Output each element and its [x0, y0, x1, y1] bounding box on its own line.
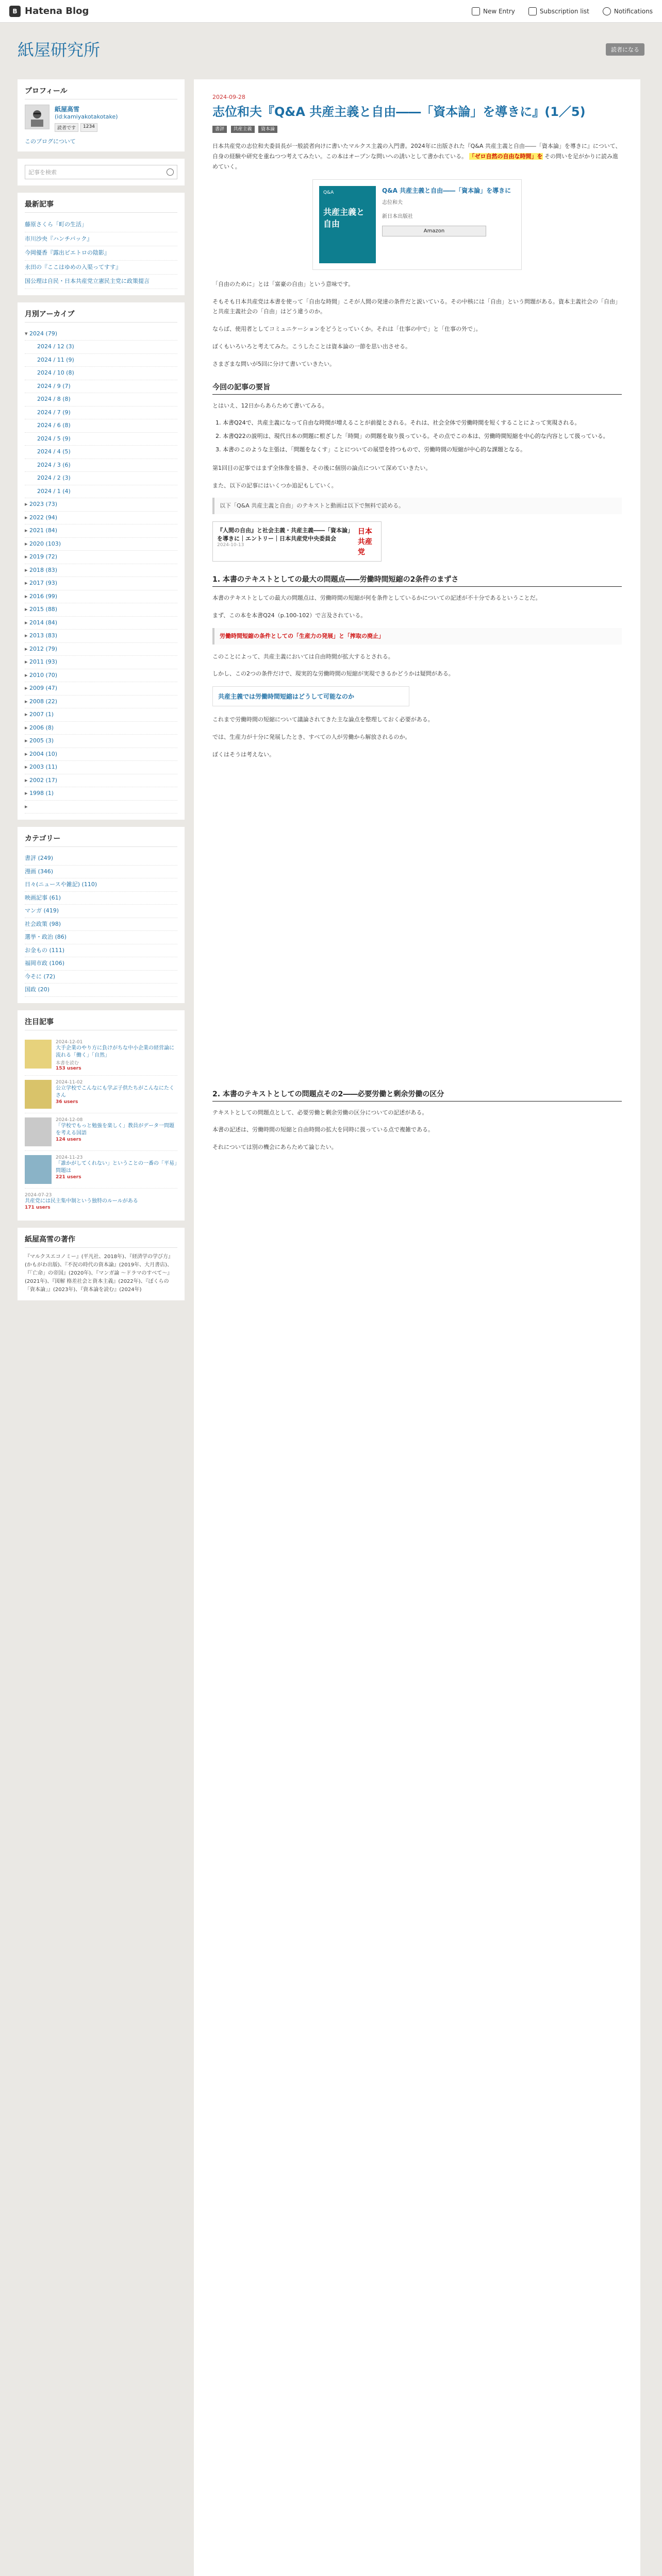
paragraph: 「自由のために」とは「富豪の自由」という意味です。 — [212, 280, 354, 287]
article-body — [212, 141, 622, 1153]
archive-year[interactable]: ▸ 2004 (10) — [25, 748, 177, 761]
article — [194, 79, 640, 2576]
global-bar — [0, 0, 662, 23]
category-item[interactable]: お金もの (111) — [25, 944, 177, 958]
archive-month[interactable]: 2024 / 4 (5) — [25, 446, 177, 459]
quote: 以下「Q&A 共産主義と自由」のテキストと動画は以下で無料で読める。 — [212, 498, 622, 514]
popular-module — [18, 1010, 185, 1221]
recent-item[interactable]: 永田の『ここはゆめの入渠ってすす』 — [25, 261, 177, 275]
archive-year[interactable]: ▸ 2010 (70) — [25, 669, 177, 683]
tag-item[interactable]: 資本論 — [258, 126, 277, 133]
archive-year[interactable]: ▸ 2019 (72) — [25, 551, 177, 564]
archive-month[interactable]: 2024 / 6 (8) — [25, 419, 177, 433]
paragraph: また、以下の記事にはいくつか追記もしていく。 — [212, 482, 337, 489]
paragraph: 本書のテキストとしての最大の問題点は、労働時間の短縮が何を条件としているかについての記述が不十分であるということだ。 — [212, 595, 541, 602]
blog-title[interactable]: 紙屋研究所 — [18, 40, 101, 60]
archive-year[interactable]: ▸ 2006 (8) — [25, 722, 177, 735]
archive-year[interactable]: ▸ 2014 (84) — [25, 617, 177, 630]
archive-year[interactable]: ▸ 2021 (84) — [25, 524, 177, 538]
category-item[interactable]: 福岡市政 (106) — [25, 957, 177, 971]
entry-thumbnail[interactable] — [25, 1080, 52, 1109]
archive-year[interactable] — [25, 801, 177, 814]
paragraph: しかし、この2つの条件だけで、現実的な労働時間の短縮が実現できるかどうかは疑問がある。 — [212, 670, 454, 677]
search-input[interactable]: 記事を検索 — [25, 165, 177, 179]
archive-year[interactable]: ▸ 2009 (47) — [25, 682, 177, 696]
module-heading: カテゴリー — [25, 833, 177, 847]
amazon-button[interactable]: Amazon — [382, 226, 486, 236]
popular-item[interactable]: 2024-12-01 大手企業のやり方に負けがちな中小企業の経営論に流れる「働く」「自然」 本書を読む 153 users — [25, 1036, 177, 1076]
paragraph: 本書の記述は、労働時間の短縮と自由時間の拡大を同時に扱っている点で複雑である。 — [212, 1126, 434, 1133]
category-item[interactable]: 国政 (20) — [25, 984, 177, 997]
embed-title[interactable]: 共産主義では労働時間短縮はどうして可能なのか — [218, 693, 355, 701]
archive-month[interactable]: 2024 / 7 (9) — [25, 406, 177, 420]
reader-count: 1234 — [80, 123, 97, 132]
blog-header — [0, 23, 662, 79]
paragraph: これまで労働時間の短縮について議論されてきた主な論点を整理しておく必要がある。 — [212, 716, 434, 723]
archive-year[interactable]: ▸ 2012 (79) — [25, 643, 177, 656]
tag-item[interactable]: 共産主義 — [231, 126, 255, 133]
archive-year[interactable]: ▸ 2015 (88) — [25, 603, 177, 617]
profile-module — [18, 79, 185, 151]
archive-year[interactable]: ▸ 2003 (11) — [25, 761, 177, 774]
paragraph: そもそも日本共産党は本書を使って「自由な時間」こそが人間の発達の条件だと説いている。その中核には「自由」という問題がある。資本主義社会の「自由」と共産主義社会の「自由」はどう違うのか。 — [212, 298, 621, 315]
embed-link-card[interactable] — [212, 686, 409, 706]
paragraph: テキストとしての問題点として、必要労働と剰余労働の区分についての記述がある。 — [212, 1109, 428, 1116]
quote: 労働時間短縮の条件としての「生産力の発展」と「搾取の廃止」 — [212, 628, 622, 645]
recent-item[interactable]: 市川沙央『ハンチバック』 — [25, 232, 177, 247]
profile-name[interactable]: 紙屋高雪 — [55, 106, 80, 113]
popular-item[interactable]: 2024-07-23 共産党には民主集中制という独特のルールがある 171 users — [25, 1192, 138, 1210]
article-date[interactable]: 2024-09-28 — [212, 94, 245, 100]
text-block — [212, 767, 622, 1076]
new-entry-button[interactable]: New Entry — [472, 7, 515, 15]
paragraph: ぼくはそうは考えない。 — [212, 751, 275, 758]
embed-title[interactable]: 『人間の自由』と社会主義・共産主義――「資本論」を導きに｜エントリー｜日本共産党中央委員会 — [217, 527, 351, 543]
archive-month[interactable]: 2024 / 10 (8) — [25, 367, 177, 380]
book-author: 志位和夫 — [382, 199, 403, 206]
embed-link-card[interactable]: 『人間の自由』と社会主義・共産主義――「資本論」を導きに｜エントリー｜日本共産党中央委員会 2024-10-13 日本共産党 — [212, 521, 382, 562]
archive-year[interactable]: ▸ 2023 (73) — [25, 498, 177, 512]
reader-badge: 読者です — [55, 123, 78, 132]
tag-item[interactable]: 書評 — [212, 126, 227, 133]
bell-icon — [603, 7, 611, 15]
category-item[interactable]: 今そに (72) — [25, 971, 177, 984]
paragraph: それについては別の機会にあらためて論じたい。 — [212, 1144, 337, 1151]
profile-id[interactable]: (id:kamiyakotakotake) — [55, 113, 118, 120]
archive-year[interactable]: ▸ 2011 (93) — [25, 656, 177, 669]
paragraph: ならば、使用者としてコミュニケーションをどうとっていくか。それは「仕事の中で」と「仕事の外で」。 — [212, 326, 482, 333]
archive-year[interactable]: ▸ 2018 (83) — [25, 564, 177, 578]
archive-module — [18, 302, 185, 820]
hatena-icon: B — [9, 6, 21, 17]
module-heading: プロフィール — [25, 86, 177, 99]
archive-year[interactable]: ▸ 2013 (83) — [25, 630, 177, 643]
category-module — [18, 827, 185, 1003]
paragraph: とはいえ、12日からあらためて書いてみる。 — [212, 402, 328, 409]
archive-year[interactable]: ▸ 1998 (1) — [25, 787, 177, 801]
paragraph: まず、この本を本書Q24（p.100-102）で言及されている。 — [212, 612, 367, 619]
archive-year[interactable]: ▸ 2020 (103) — [25, 538, 177, 551]
archive-month[interactable]: 2024 / 5 (9) — [25, 433, 177, 446]
popular-item[interactable]: 2024-11-23 「誰かがしてくれない」ということの一番の「平易」問題は 221 users — [25, 1151, 177, 1189]
archive-month[interactable]: 2024 / 12 (3) — [25, 341, 177, 354]
archive-year[interactable]: ▸ 2002 (17) — [25, 774, 177, 788]
subscription-button[interactable]: Subscription list — [528, 7, 589, 15]
popular-item[interactable]: 2024-12-08 「学校でもっと勉強を楽しく」教員がデータ一問題を考える国語 124 users — [25, 1113, 177, 1151]
paragraph: 日本共産党の志位和夫委員長が一般読者向けに書いたマルクス主義の入門書。2024年に出版された『Q&A 共産主義と自由――「資本論」を導きに』について、自身の経験や研究を重ねつつ考えてみたい。この本はオープンな問いへの誘いとして書かれている。 「ゼロ自然の自由な時間」を その問いを足がかりに読み進めていく。 — [212, 143, 621, 170]
archive-year[interactable]: ▸ 2017 (93) — [25, 577, 177, 590]
module-heading: 注目記事 — [25, 1016, 177, 1030]
category-item[interactable]: 漫画 (346) — [25, 866, 177, 879]
archive-year[interactable]: ▸ 2008 (22) — [25, 696, 177, 709]
avatar[interactable] — [25, 105, 49, 129]
paragraph: このことによって、共産主義においては自由時間が拡大するとされる。 — [212, 653, 394, 660]
section-heading: 1. 本書のテキストとしての最大の問題点――労働時間短縮の2条件のまずさ — [212, 574, 622, 587]
avatar-icon — [27, 107, 47, 127]
paragraph: では、生産力が十分に発展したとき、すべての人が労働から解放されるのか。 — [212, 733, 411, 740]
category-item[interactable]: マンガ (419) — [25, 905, 177, 918]
summary-item: 2. 本書Q22の説明は、現代日本の問題に根ざした「時間」の問題を取り扱っている。その点でこの本は、労働時間短縮を中心的な内容として扱っている。 — [223, 431, 622, 442]
archive-year[interactable]: ▾ 2024 (79) — [25, 328, 177, 341]
archive-year[interactable]: ▸ 2005 (3) — [25, 735, 177, 748]
archive-year[interactable]: ▸ 2016 (99) — [25, 590, 177, 604]
archive-year[interactable]: ▸ 2007 (1) — [25, 708, 177, 722]
summary-list — [223, 418, 622, 454]
books-text: 『マルクスエコノミー』(平凡社、2018年)、『経済学の学び方』(かもがわ出版)、『不況の時代の資本論』(2019年、大月書店)、『「亡命」の帝国』(2020年)、『マンガ論 〜ドラマのすべて〜』(2021年)、『図解 格差社会と資本主義』(2022年)、『ぼくらの「資本論」』(2023年)、『資本論を読む』(2024年) — [25, 1253, 173, 1293]
paragraph: ぼくもいろいろと考えてみた。こうしたことは資本論の一節を思い出させる。 — [212, 343, 411, 350]
entry-thumbnail[interactable] — [25, 1155, 52, 1184]
notifications-button[interactable]: Notifications — [603, 7, 653, 15]
archive-month[interactable]: 2024 / 3 (6) — [25, 459, 177, 472]
paragraph: 第1回目の記事ではまず全体像を描き、その後に個別の論点について深めていきたい。 — [212, 464, 432, 471]
category-item[interactable]: 書評 (249) — [25, 852, 177, 866]
section-heading: 2. 本書のテキストとしての問題点その2――必要労働と剰余労働の区分 — [212, 1089, 622, 1101]
category-item[interactable]: 日々(ニュースや雑記) (110) — [25, 878, 177, 892]
archive-month[interactable]: 2024 / 11 (9) — [25, 354, 177, 367]
jcp-logo: 日本共産党 — [357, 528, 372, 557]
sidebar — [18, 79, 185, 2576]
archive-month[interactable]: 2024 / 1 (4) — [25, 485, 177, 499]
brand-text: Hatena Blog — [25, 6, 89, 16]
section-heading: 今回の記事の要旨 — [212, 382, 622, 395]
category-item[interactable]: 選挙・政治 (86) — [25, 931, 177, 944]
category-item[interactable]: 社会政策 (98) — [25, 918, 177, 931]
subscribe-button[interactable]: 読者になる — [606, 43, 644, 56]
archive-month[interactable]: 2024 / 2 (3) — [25, 472, 177, 485]
archive-year[interactable]: ▸ 2022 (94) — [25, 512, 177, 525]
archive-month[interactable]: 2024 / 8 (8) — [25, 393, 177, 406]
pencil-icon — [472, 7, 480, 15]
article-title[interactable]: 志位和夫『Q&A 共産主義と自由――「資本論」を導きに』(1／5) — [212, 105, 586, 119]
entry-thumbnail[interactable] — [25, 1040, 52, 1069]
summary-item: 3. 本書のこのような主張は、「問題をなくす」ことについての展望を持つもので、労働時間の短縮が中心的な課題となる。 — [223, 445, 622, 455]
recent-item[interactable]: 今岡優香『露出ピエトロの陰影』 — [25, 246, 177, 261]
search-module — [18, 159, 185, 185]
entry-thumbnail[interactable] — [25, 1117, 52, 1146]
book-cover[interactable]: Q&A 共産主義と自由 — [319, 186, 376, 263]
hatena-logo[interactable] — [9, 6, 89, 17]
list-icon — [528, 7, 537, 15]
module-heading: 月別アーカイブ — [25, 309, 177, 323]
archive-month[interactable]: 2024 / 9 (7) — [25, 380, 177, 394]
books-module — [18, 1228, 185, 1300]
search-icon[interactable] — [167, 168, 174, 176]
recent-module — [18, 193, 185, 295]
book-title[interactable]: Q&A 共産主義と自由――「資本論」を導きに — [382, 187, 511, 194]
about-link[interactable]: このブログについて — [25, 138, 76, 145]
paragraph: さまざまな問いが5回に分けて書いていきたい。 — [212, 360, 335, 367]
recent-item[interactable]: 藤原さくら「町の生活」 — [25, 218, 177, 232]
module-heading: 最新記事 — [25, 199, 177, 213]
category-item[interactable]: 映画記事 (61) — [25, 892, 177, 905]
book-card[interactable] — [312, 179, 522, 270]
recent-item[interactable]: 国公理は自民・日本共産党立憲民主党に政策提言 — [25, 275, 177, 289]
summary-item: 1. 本書Q24で、共産主義になって自由な時間が増えることが前提とされる。それは、社会全体で労働時間を短くすることによって実現される。 — [223, 418, 622, 428]
popular-item[interactable]: 2024-11-02 公立学校でこんなにも学ぶ子供たちがこんなにたくさん 36 users — [25, 1076, 177, 1113]
module-heading: 紙屋高雪の著作 — [25, 1234, 177, 1248]
book-publisher: 新日本出版社 — [382, 213, 413, 219]
